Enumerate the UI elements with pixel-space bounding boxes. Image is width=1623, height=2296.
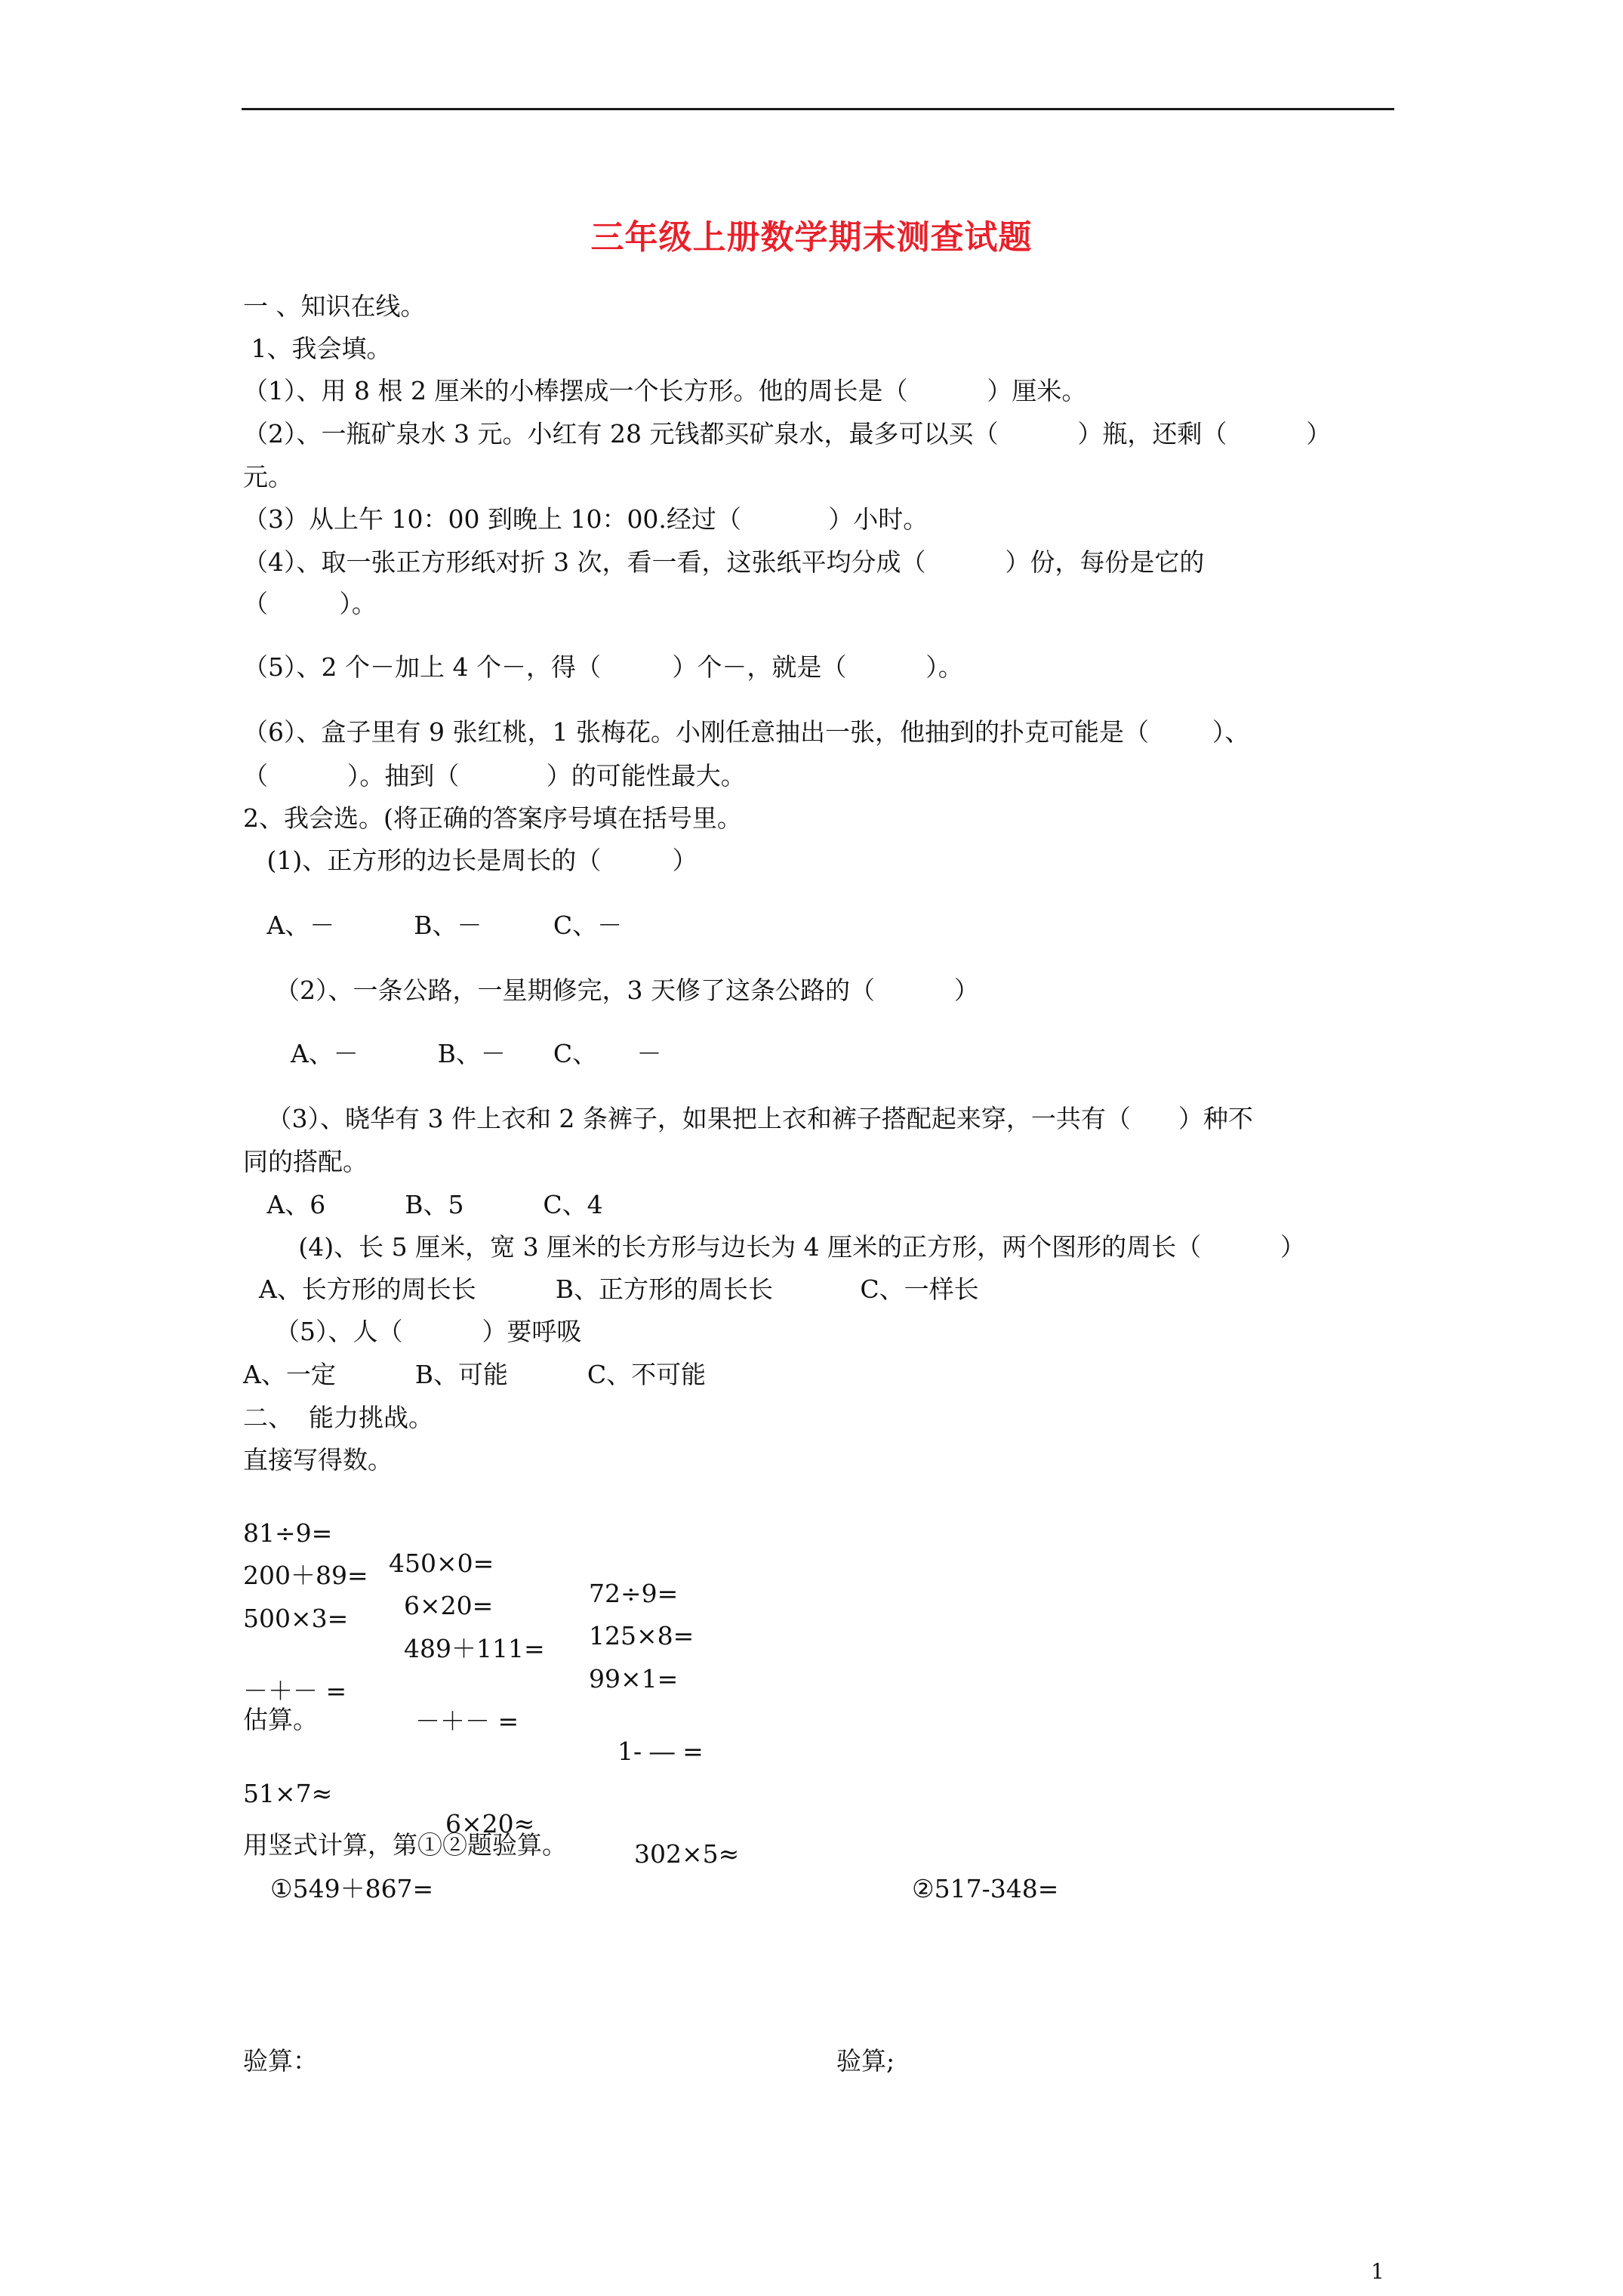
section-1-heading: 一 、知识在线。 (243, 291, 426, 321)
fill-question-5: （5）、2 个－加上 4 个－，得（ ）个－，就是（ ）。 (243, 652, 963, 682)
section-2-heading: 二、 能力挑战。 (243, 1403, 433, 1432)
direct-item: 125×8= (589, 1621, 694, 1650)
estimate-item: 6×20≈ (445, 1809, 535, 1838)
check-label-2: 验算; (836, 2046, 895, 2076)
choose-question-4: (4)、长 5 厘米，宽 3 厘米的长方形与边长为 4 厘米的正方形，两个图形的周长（ ） (243, 1232, 1305, 1262)
estimate-item: 302×5≈ (634, 1839, 740, 1869)
vertical-question-1: ①549＋867= (270, 1874, 434, 1903)
fraction-item: －＋－ = (415, 1706, 519, 1736)
page-number: 1 (1371, 2259, 1384, 2284)
direct-item: 500×3= (243, 1604, 349, 1633)
fill-question-3: （3）从上午 10：00 到晚上 10：00.经过（ ）小时。 (243, 504, 929, 534)
choose-question-5: （5）、人（ ）要呼吸 (243, 1317, 582, 1346)
estimate-heading: 估算。 (243, 1705, 318, 1734)
direct-item: 72÷9= (589, 1579, 679, 1608)
fill-question-6-line-1: （6）、盒子里有 9 张红桃，1 张梅花。小刚任意抽出一张，他抽到的扑克可能是（ ）、 (243, 717, 1250, 747)
vertical-heading: 用竖式计算，第①②题验算。 (243, 1830, 567, 1860)
choose-question-2-options: A、－ B、－ C、 － (243, 1039, 662, 1068)
vertical-question-2: ②517-348= (912, 1874, 1059, 1903)
direct-item: 489＋111= (404, 1634, 545, 1663)
fraction-item: 1- ― = (617, 1737, 704, 1766)
choose-question-2: （2）、一条公路，一星期修完，3 天修了这条公路的（ ） (243, 975, 979, 1005)
choose-question-5-options: A、一定 B、可能 C、不可能 (243, 1360, 707, 1389)
choose-heading: 2、我会选。(将正确的答案序号填在括号里。 (243, 803, 742, 833)
direct-item: 99×1= (589, 1664, 679, 1693)
choose-question-3-line-2: 同的搭配。 (243, 1147, 368, 1176)
direct-item: 6×20= (404, 1591, 494, 1620)
direct-item: 81÷9= (243, 1518, 333, 1548)
fill-heading: 1、我会填。 (243, 334, 392, 363)
choose-question-4-options: A、长方形的周长长 B、正方形的周长长 C、一样长 (243, 1274, 979, 1304)
fill-question-4-line-1: （4）、取一张正方形纸对折 3 次，看一看，这张纸平均分成（ ）份，每份是它的 (243, 547, 1205, 577)
choose-question-3-options: A、6 B、5 C、4 (243, 1190, 603, 1219)
fraction-item: －＋－ = (243, 1676, 347, 1706)
check-label-1: 验算： (243, 2046, 318, 2076)
choose-question-1-options: A、－ B、－ C、－ (243, 911, 623, 940)
estimate-item: 51×7≈ (243, 1779, 333, 1808)
header-rule (242, 108, 1394, 110)
direct-item: 200＋89= (243, 1561, 368, 1590)
fill-question-4-line-2: （ ）。 (243, 589, 377, 618)
choose-question-1: (1)、正方形的边长是周长的（ ） (243, 846, 698, 875)
direct-item: 450×0= (389, 1549, 494, 1578)
fill-question-1: （1）、用 8 根 2 厘米的小棒摆成一个长方形。他的周长是（ ）厘米。 (243, 376, 1087, 405)
fill-question-2-line-1: （2）、一瓶矿泉水 3 元。小红有 28 元钱都买矿泉水，最多可以买（ ）瓶，还剩（ ） (243, 419, 1332, 448)
choose-question-3-line-1: （3）、晓华有 3 件上衣和 2 条裤子，如果把上衣和裤子搭配起来穿，一共有（ ）种不 (243, 1104, 1253, 1133)
direct-heading: 直接写得数。 (243, 1445, 393, 1475)
fill-question-6-line-2: （ ）。抽到（ ）的可能性最大。 (243, 761, 746, 791)
fill-question-2-line-2: 元。 (243, 462, 293, 492)
page-title: 三年级上册数学期末测查试题 (590, 218, 1033, 257)
